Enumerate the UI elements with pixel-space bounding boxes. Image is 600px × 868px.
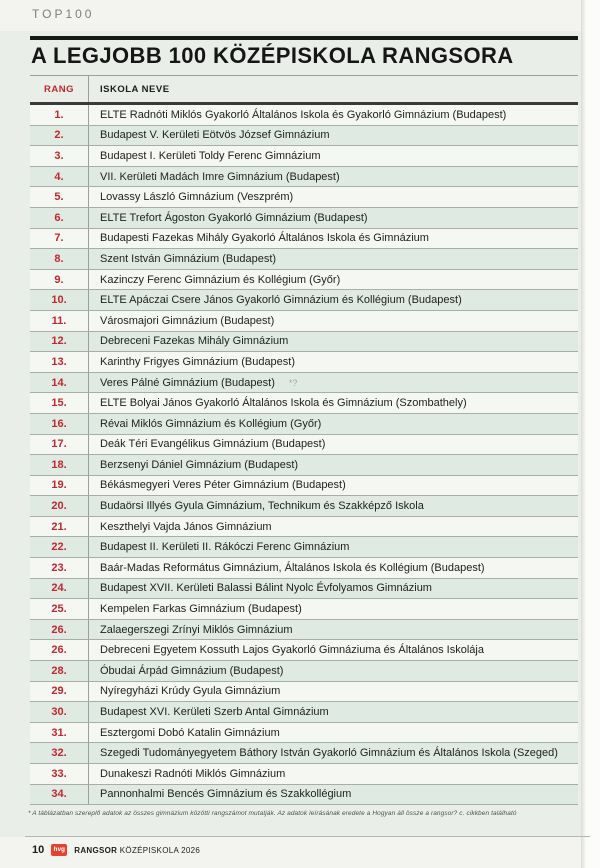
school-name: VII. Kerületi Madách Imre Gimnázium (Budapest) [100,170,340,183]
school-name: Budapest V. Kerületi Eötvös József Gimnázium [100,129,330,142]
rank-cell: 24. [51,582,67,595]
rank-cell: 16. [51,417,67,430]
table-row [30,682,578,703]
school-name-cell [88,187,578,207]
school-name-cell [88,208,578,228]
table-row [30,496,578,517]
school-name: Lovassy László Gimnázium (Veszprém) [100,191,294,204]
school-name-cell [88,373,578,393]
school-name-cell [88,146,578,166]
table-row [30,537,578,558]
page-number: 10 [32,844,45,856]
rank-cell: 13. [51,355,67,368]
school-name: Berzsenyi Dániel Gimnázium (Budapest) [100,458,299,471]
table-row [30,455,578,476]
table-row [30,558,578,579]
rank-cell: 33. [51,767,67,780]
school-name: Nyíregyházi Krúdy Gyula Gimnázium [100,685,281,698]
rank-cell: 5. [54,191,64,204]
school-name: Karinthy Frigyes Gimnázium (Budapest) [100,355,296,368]
rank-cell: 14. [51,376,67,389]
rank-cell: 7. [54,232,64,245]
rank-cell: 25. [51,603,67,616]
table-row [30,764,578,785]
rank-cell: 18. [51,458,67,471]
school-name: Budaörsi Illyés Gyula Gimnázium, Technikum és Szakképző Iskola [100,500,424,513]
table-row [30,187,578,208]
school-name: Szent István Gimnázium (Budapest) [100,252,277,265]
school-name: Óbudai Árpád Gimnázium (Budapest) [100,664,284,677]
rank-cell: 6. [54,211,64,224]
rank-cell: 9. [54,273,64,286]
school-name: ELTE Trefort Ágoston Gyakorló Gimnázium (Budapest) [100,211,368,224]
school-name-cell [88,476,578,496]
table-row [30,743,578,764]
table-row [30,723,578,744]
table-row [30,702,578,723]
table-row [30,249,578,270]
table-row [30,661,578,682]
table-row [30,476,578,497]
rank-cell: 4. [54,170,64,183]
rank-cell: 31. [51,726,67,739]
school-name-cell [88,723,578,743]
rank-cell: 17. [51,438,67,451]
rank-cell: 10. [51,294,67,307]
school-name-cell [88,496,578,516]
title-top-rule [30,36,578,40]
school-name: Zalaegerszegi Zrínyi Miklós Gimnázium [100,623,293,636]
table-header-row [30,75,578,105]
table-row [30,167,578,188]
rank-cell: 28. [51,664,67,677]
table-row [30,208,578,229]
school-name-cell [88,682,578,702]
table-body [30,105,578,805]
section-kicker: TOP100 [32,7,95,21]
table-row [30,270,578,291]
table-row [30,373,578,394]
table-row [30,599,578,620]
school-name: Pannonhalmi Bencés Gimnázium és Szakkollégium [100,788,352,801]
school-name-cell [88,537,578,557]
school-name: Keszthelyi Vajda János Gimnázium [100,520,272,533]
rank-cell: 26. [51,623,67,636]
footer-title-bold: RANGSOR [74,845,118,855]
rank-cell: 21. [51,520,67,533]
school-name: ELTE Bolyai János Gyakorló Általános Iskola és Gimnázium (Szombathely) [100,397,467,410]
school-name-cell [88,785,578,805]
school-name: Békásmegyeri Veres Péter Gimnázium (Budapest) [100,479,346,492]
school-name-cell [88,352,578,372]
table-row [30,146,578,167]
table-row [30,393,578,414]
table-row [30,290,578,311]
table-row [30,435,578,456]
school-name-cell [88,455,578,475]
table-footnote: * A táblázatban szereplő adatok az összes gimnázium közötti rangszámot mutatják. Az adatok leírásának eredete a Hogyan áll össze a rangsor? c. cikkben található [28,810,517,817]
school-name-cell [88,558,578,578]
table-row [30,332,578,353]
rank-cell: 19. [51,479,67,492]
school-name-cell [88,270,578,290]
school-name-cell [88,599,578,619]
rank-cell: 22. [51,541,67,554]
school-name-cell [88,435,578,455]
school-name-cell [88,393,578,413]
footer-divider [25,836,590,837]
rank-cell: 2. [54,129,64,142]
scan-edge [581,0,600,868]
school-name: Városmajori Gimnázium (Budapest) [100,314,275,327]
table-row [30,126,578,147]
school-name-cell [88,290,578,310]
rank-cell: 20. [51,500,67,513]
footer-publication-title [74,846,200,855]
school-name: Budapest XVII. Kerületi Balassi Bálint Nyolc Évfolyamos Gimnázium [100,582,432,595]
table-row [30,579,578,600]
school-name-cell [88,332,578,352]
rank-cell: 12. [51,335,67,348]
school-name: Dunakeszi Radnóti Miklós Gimnázium [100,767,286,780]
school-name-cell [88,579,578,599]
ranking-table [30,75,578,805]
school-name-cell [88,105,578,125]
school-name-cell [88,640,578,660]
rank-cell: 15. [51,397,67,410]
table-row [30,785,578,806]
table-row [30,620,578,641]
table-row [30,311,578,332]
school-name: Budapest I. Kerületi Toldy Ferenc Gimnázium [100,149,321,162]
school-name-cell [88,702,578,722]
school-name: Veres Pálné Gimnázium (Budapest) [100,376,275,389]
school-name: Debreceni Fazekas Mihály Gimnázium [100,335,289,348]
school-name: ELTE Apáczai Csere János Gyakorló Gimnázium és Kollégium (Budapest) [100,294,462,307]
rank-cell: 3. [54,149,64,162]
school-name-cell [88,764,578,784]
school-name-cell [88,126,578,146]
page-title: A LEGJOBB 100 KÖZÉPISKOLA RANGSORA [31,43,514,68]
school-name: ELTE Radnóti Miklós Gyakorló Általános Iskola és Gyakorló Gimnázium (Budapest) [100,108,507,121]
school-name-cell [88,414,578,434]
school-name: Debreceni Egyetem Kossuth Lajos Gyakorló Gimnáziuma és Általános Iskolája [100,644,484,657]
table-row [30,229,578,250]
table-row [30,414,578,435]
column-header-rank: RANG [44,83,74,95]
school-name: Baár-Madas Református Gimnázium, Általános Iskola és Kollégium (Budapest) [100,561,485,574]
rank-cell: 11. [51,314,67,327]
school-name: Esztergomi Dobó Katalin Gimnázium [100,726,280,739]
table-row [30,105,578,126]
school-name: Szegedi Tudományegyetem Báthory István Gyakorló Gimnázium és Általános Iskola (Szeged) [100,747,558,760]
rank-cell: 32. [51,747,67,760]
page-footer [32,843,200,857]
school-name-cell [88,743,578,763]
school-name-cell [88,167,578,187]
school-name: Révai Miklós Gimnázium és Kollégium (Győr) [100,417,322,430]
school-name-cell [88,661,578,681]
school-name: Kazinczy Ferenc Gimnázium és Kollégium (Győr) [100,273,341,286]
rank-cell: 23. [51,561,67,574]
table-row [30,352,578,373]
rank-cell: 29. [51,685,67,698]
rank-cell: 34. [51,788,67,801]
footer-title-regular: KÖZÉPISKOLA 2026 [119,845,201,855]
hvg-logo: hvg [51,844,67,856]
table-row [30,517,578,538]
rank-cell: 26. [51,644,67,657]
school-name-cell [88,229,578,249]
rank-cell: 1. [54,108,64,121]
school-name: Budapest II. Kerületi II. Rákóczi Ferenc Gimnázium [100,541,350,554]
school-name: Deák Téri Evangélikus Gimnázium (Budapest) [100,438,326,451]
school-name-cell [88,311,578,331]
pencil-mark: *? [288,377,298,388]
school-name: Budapest XVI. Kerületi Szerb Antal Gimnázium [100,706,329,719]
rank-cell: 30. [51,706,67,719]
school-name-cell [88,517,578,537]
school-name-cell [88,249,578,269]
school-name: Kempelen Farkas Gimnázium (Budapest) [100,603,302,616]
rank-cell: 8. [54,252,64,265]
column-header-school-name: ISKOLA NEVE [88,76,578,102]
school-name-cell [88,620,578,640]
school-name: Budapesti Fazekas Mihály Gyakorló Általános Iskola és Gimnázium [100,232,429,245]
table-row [30,640,578,661]
